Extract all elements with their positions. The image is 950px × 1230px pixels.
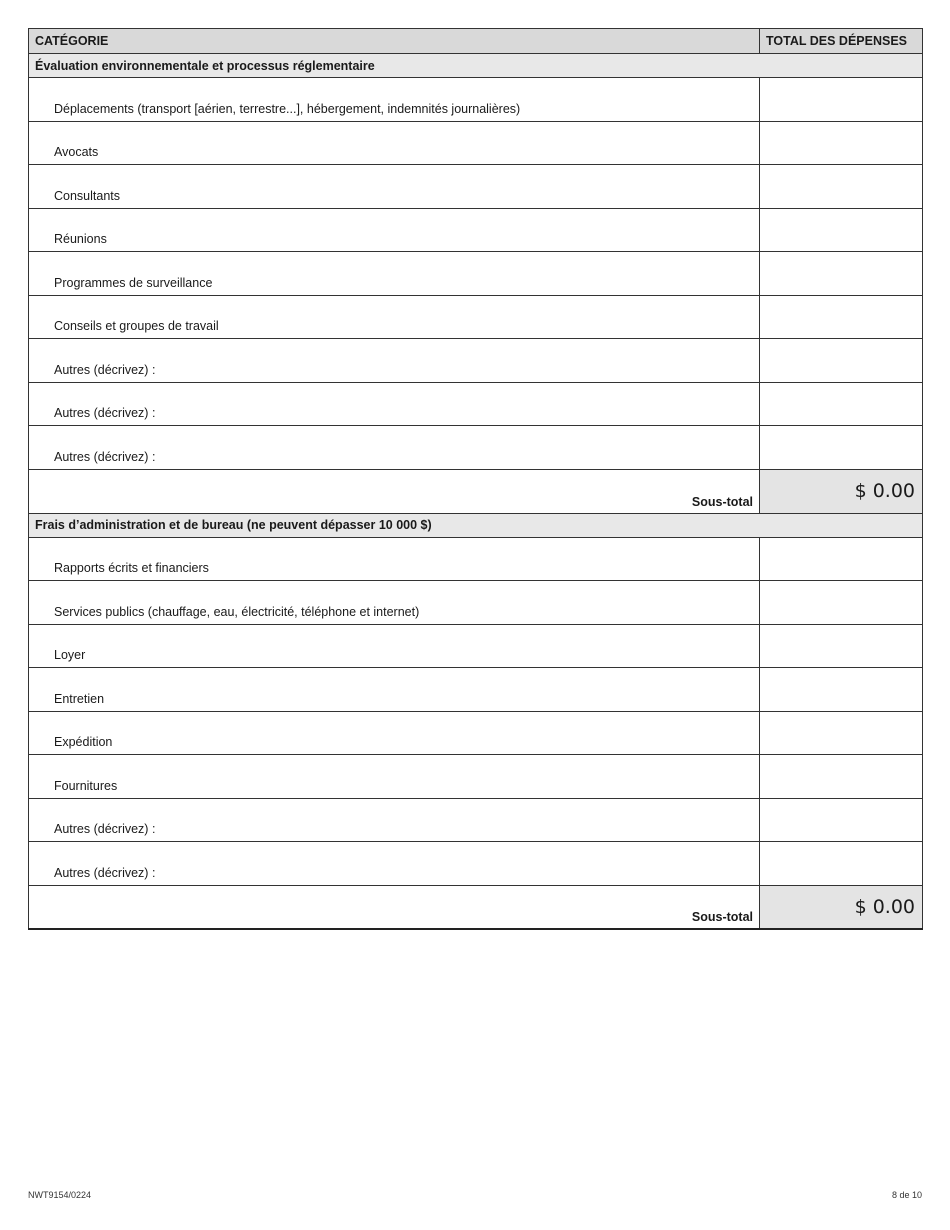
subtotal-row — [29, 885, 923, 929]
expense-row — [29, 624, 923, 668]
expense-row — [29, 208, 923, 252]
expense-amount-field[interactable] — [760, 382, 923, 426]
subtotal-value: $ 0.00 — [760, 885, 923, 929]
subtotal-label: Sous-total — [29, 469, 760, 513]
expense-category-label: Loyer — [29, 624, 760, 668]
expense-row — [29, 668, 923, 712]
expense-amount-field[interactable] — [760, 339, 923, 383]
expense-row — [29, 339, 923, 383]
expense-category-label: Autres (décrivez) : — [29, 842, 760, 886]
expense-amount-field[interactable] — [760, 252, 923, 296]
expense-amount-field[interactable] — [760, 537, 923, 581]
expense-amount-field[interactable] — [760, 842, 923, 886]
expense-category-label: Expédition — [29, 711, 760, 755]
expense-amount-field[interactable] — [760, 426, 923, 470]
expense-amount-field[interactable] — [760, 78, 923, 122]
expense-category-label: Entretien — [29, 668, 760, 712]
expense-amount-field[interactable] — [760, 295, 923, 339]
expense-amount-field[interactable] — [760, 668, 923, 712]
expense-row — [29, 798, 923, 842]
expense-amount-field[interactable] — [760, 121, 923, 165]
expense-category-label: Déplacements (transport [aérien, terrestre...], hébergement, indemnités journalières) — [29, 78, 760, 122]
subtotal-value: $ 0.00 — [760, 469, 923, 513]
expense-amount-field[interactable] — [760, 711, 923, 755]
section-title: Frais d’administration et de bureau (ne peuvent dépasser 10 000 $) — [29, 513, 923, 537]
expense-row — [29, 711, 923, 755]
expense-row — [29, 755, 923, 799]
expense-category-label: Avocats — [29, 121, 760, 165]
section-title: Évaluation environnementale et processus réglementaire — [29, 54, 923, 78]
expense-category-label: Services publics (chauffage, eau, électricité, téléphone et internet) — [29, 581, 760, 625]
expense-row — [29, 842, 923, 886]
expense-row — [29, 382, 923, 426]
category-column-header: CATÉGORIE — [29, 29, 760, 54]
expense-amount-field[interactable] — [760, 165, 923, 209]
expense-amount-field[interactable] — [760, 624, 923, 668]
expense-row — [29, 165, 923, 209]
form-code: NWT9154/0224 — [28, 1190, 92, 1200]
expense-category-label: Autres (décrivez) : — [29, 426, 760, 470]
expense-row — [29, 426, 923, 470]
page-number: 8 de 10 — [891, 1190, 922, 1200]
expense-amount-field[interactable] — [760, 798, 923, 842]
expense-row — [29, 121, 923, 165]
expense-category-label: Autres (décrivez) : — [29, 339, 760, 383]
expense-category-label: Rapports écrits et financiers — [29, 537, 760, 581]
expense-category-label: Consultants — [29, 165, 760, 209]
subtotal-row — [29, 469, 923, 513]
expense-row — [29, 252, 923, 296]
expense-row — [29, 537, 923, 581]
expense-amount-field[interactable] — [760, 581, 923, 625]
expense-amount-field[interactable] — [760, 208, 923, 252]
expense-row — [29, 581, 923, 625]
table-header-row — [29, 29, 923, 54]
section-header-row — [29, 54, 923, 78]
expense-category-label: Autres (décrivez) : — [29, 798, 760, 842]
total-column-header: TOTAL DES DÉPENSES — [760, 29, 923, 54]
expense-category-label: Réunions — [29, 208, 760, 252]
expense-row — [29, 78, 923, 122]
expense-category-label: Fournitures — [29, 755, 760, 799]
expense-category-label: Conseils et groupes de travail — [29, 295, 760, 339]
expense-category-label: Programmes de surveillance — [29, 252, 760, 296]
expense-amount-field[interactable] — [760, 755, 923, 799]
expense-row — [29, 295, 923, 339]
subtotal-label: Sous-total — [29, 885, 760, 929]
section-header-row — [29, 513, 923, 537]
expense-table — [28, 28, 923, 930]
expense-category-label: Autres (décrivez) : — [29, 382, 760, 426]
